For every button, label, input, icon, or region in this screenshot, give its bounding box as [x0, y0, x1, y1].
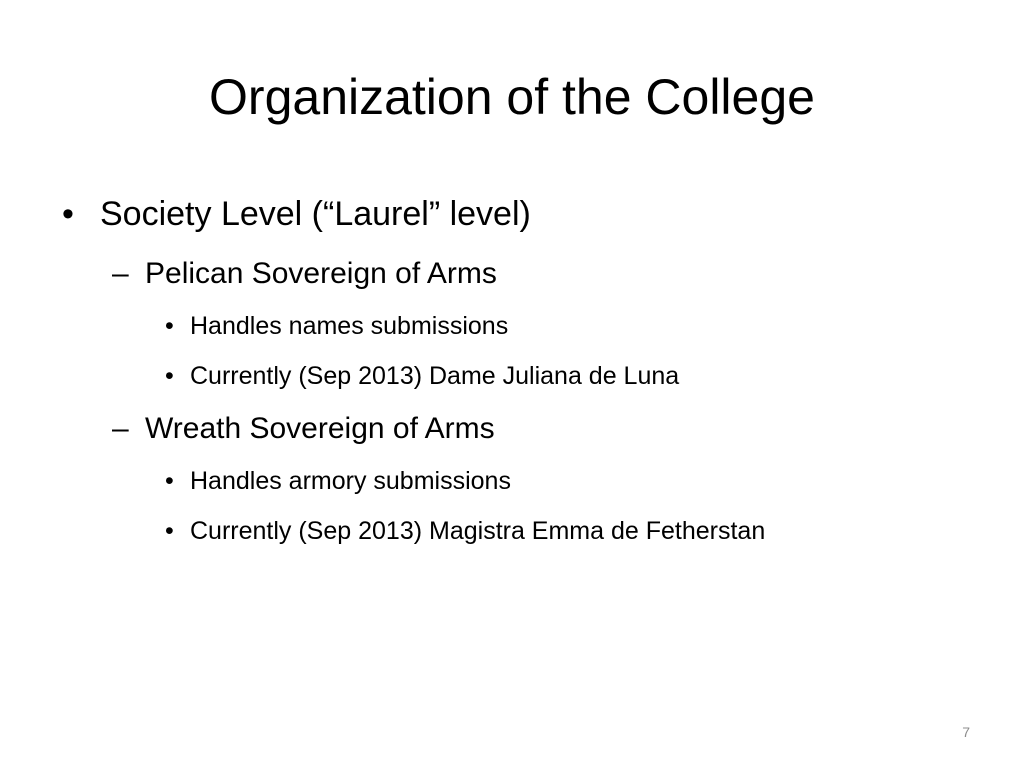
bullet-text: Handles names submissions	[190, 312, 509, 340]
bullet-text: Handles armory submissions	[190, 467, 511, 495]
bullet-marker: •	[165, 312, 174, 340]
bullet-marker: •	[165, 362, 174, 390]
dash-marker: –	[112, 257, 129, 290]
bullet-marker: •	[62, 195, 74, 233]
bullet-marker: •	[165, 467, 174, 495]
dash-marker: –	[112, 412, 129, 445]
slide-number: 7	[962, 724, 970, 740]
slide-title: Organization of the College	[209, 69, 815, 125]
bullet-text: Currently (Sep 2013) Magistra Emma de Fetherstan	[190, 517, 766, 545]
bullet-text: Currently (Sep 2013) Dame Juliana de Luna	[190, 362, 680, 390]
bullet-text: Wreath Sovereign of Arms	[145, 412, 495, 445]
bullet-text: Society Level (“Laurel” level)	[100, 195, 531, 233]
bullet-text: Pelican Sovereign of Arms	[145, 257, 497, 290]
bullet-marker: •	[165, 517, 174, 545]
